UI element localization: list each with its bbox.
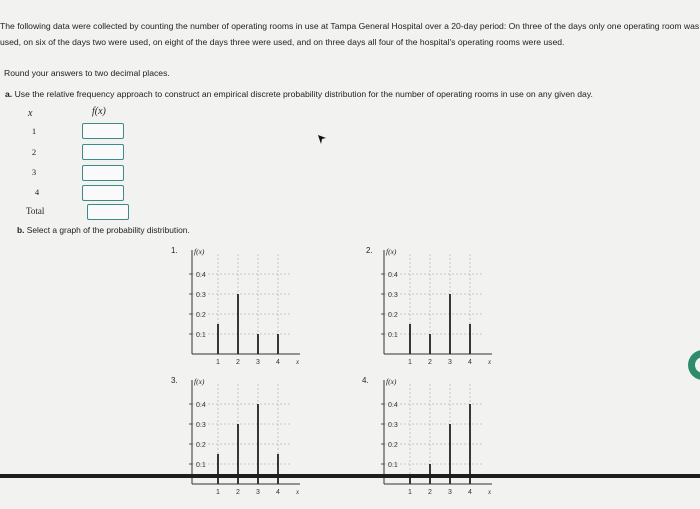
part-b-label: b.	[17, 225, 25, 235]
y-tick-label-4: 0.1	[196, 332, 206, 339]
row-x-4: 4	[34, 187, 40, 197]
y-tick-label-3: 0.2	[196, 312, 206, 319]
x-tick-label-1: 1	[216, 359, 220, 366]
y-tick-label-4: 0.1	[196, 462, 206, 469]
help-icon	[695, 357, 700, 373]
column-header-x: x	[28, 108, 33, 119]
part-a-text: Use the relative frequency approach to construct an empirical discrete probability distribution for the number of operating rooms in use on any given day.	[14, 89, 593, 99]
x-tick-label-4: 4	[276, 489, 280, 496]
x-axis-label: x	[488, 488, 492, 496]
graph-option-2-chart	[372, 244, 512, 374]
y-axis-label: f(x)	[194, 377, 205, 386]
x-tick-label-2: 2	[236, 359, 240, 366]
fx-input-3[interactable]	[82, 165, 124, 181]
y-axis-label: f(x)	[194, 247, 205, 256]
side-help-button[interactable]	[688, 350, 700, 380]
y-tick-label-1: 0.4	[388, 272, 398, 279]
x-axis-label: x	[296, 358, 300, 366]
x-tick-label-3: 3	[448, 359, 452, 366]
y-tick-label-1: 0.4	[388, 402, 398, 409]
part-b-question	[17, 225, 190, 235]
y-tick-label-4: 0.1	[388, 462, 398, 469]
y-axis-label: f(x)	[386, 247, 397, 256]
graph-option-1-number: 1.	[171, 246, 178, 255]
mouse-cursor-icon	[317, 134, 327, 146]
x-tick-label-2: 2	[428, 359, 432, 366]
y-tick-label-2: 0.3	[388, 292, 398, 299]
x-tick-label-3: 3	[448, 489, 452, 496]
part-a-label: a.	[5, 89, 13, 99]
row-x-2: 2	[31, 147, 37, 157]
x-tick-label-2: 2	[428, 489, 432, 496]
y-tick-label-2: 0.3	[196, 422, 206, 429]
x-tick-label-1: 1	[408, 489, 412, 496]
x-axis-label: x	[296, 488, 300, 496]
part-b-text: Select a graph of the probability distribution.	[26, 225, 190, 235]
fx-input-2[interactable]	[82, 144, 124, 160]
graph-option-1[interactable]	[180, 244, 320, 364]
fx-input-1[interactable]	[82, 123, 124, 139]
y-tick-label-1: 0.4	[196, 402, 206, 409]
graph-option-2-number: 2.	[366, 246, 373, 255]
fx-input-4[interactable]	[82, 185, 124, 201]
graph-option-1-chart	[180, 244, 320, 374]
x-tick-label-2: 2	[236, 489, 240, 496]
graph-option-4-number: 4.	[362, 376, 369, 385]
x-tick-label-3: 3	[256, 359, 260, 366]
y-tick-label-2: 0.3	[196, 292, 206, 299]
x-tick-label-1: 1	[216, 489, 220, 496]
x-axis-label: x	[488, 358, 492, 366]
x-tick-label-3: 3	[256, 489, 260, 496]
y-tick-label-2: 0.3	[388, 422, 398, 429]
row-x-1: 1	[31, 126, 37, 136]
part-a-question	[5, 89, 593, 99]
x-tick-label-4: 4	[468, 489, 472, 496]
x-tick-label-4: 4	[468, 359, 472, 366]
graph-option-3-number: 3.	[171, 376, 178, 385]
y-tick-label-3: 0.2	[388, 312, 398, 319]
graph-option-4-chart	[372, 374, 512, 504]
fx-input-total[interactable]	[87, 204, 129, 220]
bottom-bar	[0, 474, 700, 478]
x-tick-label-4: 4	[276, 359, 280, 366]
graph-option-2[interactable]	[372, 244, 512, 364]
problem-intro: The following data were collected by counting the number of operating rooms in use at Tampa General Hospital over a 20-day period: On three of the days only one operating room was used, on six of the days two were used, on eight of the days three were used, and on three days all four of the hospital's operating rooms were used.	[0, 21, 700, 47]
total-label: Total	[26, 206, 45, 216]
row-x-3: 3	[31, 167, 37, 177]
column-header-fx: f(x)	[92, 106, 106, 117]
y-tick-label-3: 0.2	[388, 442, 398, 449]
y-tick-label-3: 0.2	[196, 442, 206, 449]
graph-option-3-chart	[180, 374, 320, 504]
y-tick-label-1: 0.4	[196, 272, 206, 279]
rounding-note: Round your answers to two decimal places.	[4, 68, 170, 78]
y-tick-label-4: 0.1	[388, 332, 398, 339]
x-tick-label-1: 1	[408, 359, 412, 366]
y-axis-label: f(x)	[386, 377, 397, 386]
